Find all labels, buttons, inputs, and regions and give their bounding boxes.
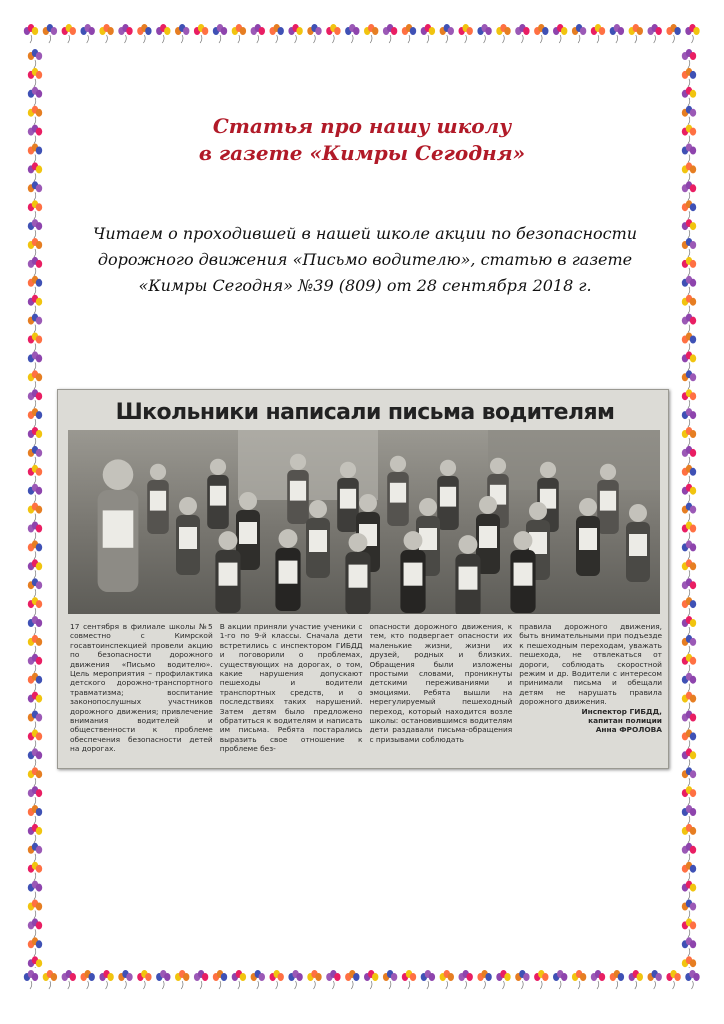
balloon-icon <box>682 333 696 352</box>
balloon-icon <box>28 786 42 805</box>
intro-line-3: «Кимры Сегодня» №39 (809) от 28 сентября 2018 г. <box>138 276 592 295</box>
person-figure <box>387 456 409 526</box>
person-figure <box>400 531 425 613</box>
balloon-icon <box>28 540 42 559</box>
balloon-icon <box>28 68 42 87</box>
person-figure <box>437 460 459 530</box>
balloon-icon <box>682 408 696 427</box>
person-figure <box>306 500 330 578</box>
balloon-icon <box>666 970 680 989</box>
balloon-icon <box>682 635 696 654</box>
balloon-icon <box>28 748 42 767</box>
balloon-icon <box>629 24 643 43</box>
balloon-icon <box>682 824 696 843</box>
balloon-icon <box>270 970 284 989</box>
balloon-icon <box>477 970 491 989</box>
balloon-icon <box>496 970 510 989</box>
balloon-icon <box>682 578 696 597</box>
page-title-line-1: Статья про нашу школу <box>212 114 512 138</box>
balloon-icon <box>28 219 42 238</box>
balloon-icon <box>682 540 696 559</box>
balloon-icon <box>682 918 696 937</box>
balloon-icon <box>383 970 397 989</box>
balloon-icon <box>682 351 696 370</box>
balloon-border-top <box>22 22 702 48</box>
balloon-icon <box>232 24 246 43</box>
balloon-icon <box>326 24 340 43</box>
balloon-icon <box>682 805 696 824</box>
balloon-icon <box>118 970 132 989</box>
person-figure <box>98 459 139 592</box>
balloon-icon <box>682 257 696 276</box>
balloon-icon <box>682 389 696 408</box>
balloon-icon <box>28 881 42 900</box>
balloon-icon <box>682 181 696 200</box>
balloon-icon <box>28 729 42 748</box>
balloon-icon <box>496 24 510 43</box>
person-figure <box>176 497 200 575</box>
balloon-icon <box>682 597 696 616</box>
balloon-icon <box>251 970 265 989</box>
article-column-3: опасности дорожного движения, к тем, кто подвергает опасности их маленькие жизни, жизни их друзей, родных и близких. Обращения были изложены простыми словами, проникнуты детскими переживаниями и эмоциями. Ребята вышли на нерегулируемый пешеходный переход, который находится возле школы: остановившимся водителям дети раздавали письма-обращения с призывами соблюдать <box>369 622 513 744</box>
signature-role: Инспектор ГИБДД, <box>581 706 662 716</box>
balloon-icon <box>666 24 680 43</box>
balloon-icon <box>232 970 246 989</box>
balloon-icon <box>28 956 42 968</box>
balloon-icon <box>137 970 151 989</box>
signature-name: Анна ФРОЛОВА <box>595 725 662 735</box>
person-figure <box>576 498 600 576</box>
balloon-icon <box>682 295 696 314</box>
balloon-icon <box>682 767 696 786</box>
balloon-icon <box>28 465 42 484</box>
balloon-icon <box>685 24 699 43</box>
balloon-icon <box>28 257 42 276</box>
balloon-icon <box>28 49 42 68</box>
balloon-icon <box>572 24 586 43</box>
balloon-icon <box>28 559 42 578</box>
balloon-icon <box>81 970 95 989</box>
balloon-icon <box>62 24 76 43</box>
balloon-icon <box>307 970 321 989</box>
balloon-icon <box>682 616 696 635</box>
balloon-icon <box>459 970 473 989</box>
balloon-icon <box>28 843 42 862</box>
balloon-icon <box>28 918 42 937</box>
balloon-icon <box>28 446 42 465</box>
intro-line-1: Читаем о проходившей в нашей школе акции по безопасности <box>92 224 638 243</box>
balloon-icon <box>682 786 696 805</box>
balloon-icon <box>28 578 42 597</box>
person-figure <box>455 535 480 614</box>
balloon-icon <box>99 24 113 43</box>
balloon-icon <box>682 503 696 522</box>
balloon-icon <box>99 970 113 989</box>
balloon-icon <box>682 748 696 767</box>
balloon-icon <box>591 24 605 43</box>
person-figure <box>215 531 240 613</box>
balloon-icon <box>28 673 42 692</box>
balloon-icon <box>213 24 227 43</box>
balloon-icon <box>28 805 42 824</box>
balloon-icon <box>62 970 76 989</box>
group-photo-image <box>68 430 660 614</box>
balloon-icon <box>682 956 696 968</box>
balloon-icon <box>648 24 662 43</box>
balloon-icon <box>682 729 696 748</box>
balloon-icon <box>28 87 42 106</box>
balloon-icon <box>682 843 696 862</box>
balloon-icon <box>326 970 340 989</box>
balloon-icon <box>213 970 227 989</box>
balloon-icon <box>43 970 57 989</box>
balloon-icon <box>421 970 435 989</box>
page-title-line-2: в газете «Кимры Сегодня» <box>198 141 526 165</box>
page-title <box>0 113 724 167</box>
person-figure <box>275 529 300 611</box>
balloon-icon <box>194 970 208 989</box>
balloon-icon <box>682 862 696 881</box>
balloon-icon <box>682 900 696 919</box>
balloon-icon <box>440 970 454 989</box>
balloon-icon <box>28 484 42 503</box>
balloon-icon <box>270 24 284 43</box>
person-figure <box>287 454 309 524</box>
balloon-icon <box>682 200 696 219</box>
balloon-icon <box>440 24 454 43</box>
balloon-icon <box>682 219 696 238</box>
balloon-icon <box>682 937 696 956</box>
balloon-icon <box>28 616 42 635</box>
person-figure <box>510 531 535 613</box>
balloon-icon <box>28 200 42 219</box>
intro-line-2: дорожного движения «Письмо водителю», статью в газете <box>97 250 633 269</box>
balloon-icon <box>682 522 696 541</box>
balloon-icon <box>288 24 302 43</box>
intro-paragraph <box>60 221 670 299</box>
balloon-icon <box>307 24 321 43</box>
balloon-icon <box>682 881 696 900</box>
person-figure <box>207 459 229 529</box>
balloon-icon <box>28 314 42 333</box>
balloon-icon <box>28 333 42 352</box>
balloon-icon <box>24 970 38 989</box>
balloon-icon <box>629 970 643 989</box>
balloon-icon <box>610 24 624 43</box>
balloon-icon <box>28 862 42 881</box>
balloon-icon <box>534 24 548 43</box>
balloon-icon <box>383 24 397 43</box>
balloon-icon <box>251 24 265 43</box>
balloon-icon <box>24 24 38 43</box>
balloon-icon <box>591 970 605 989</box>
balloon-icon <box>572 970 586 989</box>
balloon-icon <box>402 24 416 43</box>
balloon-icon <box>553 970 567 989</box>
balloon-icon <box>288 970 302 989</box>
group-photo <box>68 430 660 614</box>
balloon-icon <box>28 711 42 730</box>
balloon-icon <box>364 24 378 43</box>
balloon-icon <box>28 370 42 389</box>
balloon-icon <box>156 970 170 989</box>
article-columns <box>70 622 662 766</box>
balloon-icon <box>682 673 696 692</box>
balloon-icon <box>156 24 170 43</box>
balloon-icon <box>682 49 696 68</box>
balloon-icon <box>534 970 548 989</box>
balloon-icon <box>682 276 696 295</box>
balloon-icon <box>682 68 696 87</box>
balloon-icon <box>175 24 189 43</box>
balloon-icon <box>477 24 491 43</box>
balloon-icon <box>194 24 208 43</box>
balloon-icon <box>682 711 696 730</box>
balloon-icon <box>28 351 42 370</box>
article-column-1: 17 сентября в филиале школы №5 совместно с Кимрской госавтоинспекцией провели акцию по безопасности дорожного движения «Письмо водителю». Цель мероприятия – профилактика детского дорожно-транспортного травматизма; воспитание законопослушных участников дорожного движения; привлечение внимания водителей и общественности к проблеме обеспечения безопасности детей на дорогах. <box>70 622 213 754</box>
balloon-icon <box>28 824 42 843</box>
balloon-icon <box>118 24 132 43</box>
balloon-icon <box>345 970 359 989</box>
balloon-icon <box>682 465 696 484</box>
balloon-icon <box>515 970 529 989</box>
balloon-icon <box>28 900 42 919</box>
balloon-icon <box>421 24 435 43</box>
balloon-icon <box>28 427 42 446</box>
balloon-icon <box>682 427 696 446</box>
balloon-icon <box>43 24 57 43</box>
balloon-icon <box>28 635 42 654</box>
balloon-icon <box>553 24 567 43</box>
balloon-icon <box>345 24 359 43</box>
balloon-icon <box>28 276 42 295</box>
balloon-icon <box>28 937 42 956</box>
person-figure <box>597 464 619 534</box>
balloon-icon <box>610 970 624 989</box>
balloon-icon <box>364 970 378 989</box>
balloon-icon <box>682 87 696 106</box>
balloon-icon <box>682 238 696 257</box>
balloon-icon <box>28 692 42 711</box>
balloon-icon <box>685 970 699 989</box>
balloon-border-left <box>22 48 48 968</box>
balloon-icon <box>137 24 151 43</box>
balloon-icon <box>28 295 42 314</box>
person-figure <box>147 464 169 534</box>
balloon-icon <box>28 408 42 427</box>
balloon-icon <box>28 767 42 786</box>
person-figure <box>337 462 359 532</box>
balloon-icon <box>682 314 696 333</box>
balloon-icon <box>682 692 696 711</box>
balloon-icon <box>682 484 696 503</box>
balloon-icon <box>28 389 42 408</box>
balloon-border-right <box>676 48 702 968</box>
balloon-border-bottom <box>22 968 702 994</box>
balloon-icon <box>28 597 42 616</box>
clipping-headline: Школьники написали письма водителям <box>115 400 615 425</box>
balloon-icon <box>28 654 42 673</box>
signature-rank: капитан полиции <box>588 716 662 726</box>
balloon-icon <box>648 970 662 989</box>
balloon-icon <box>28 522 42 541</box>
balloon-icon <box>28 181 42 200</box>
balloon-icon <box>682 654 696 673</box>
balloon-icon <box>81 24 95 43</box>
article-signature <box>519 707 662 735</box>
article-column-4: правила дорожного движения, быть внимательными при подъезде к пешеходным переходам, уважать пешехода, не отвлекаться от дороги, соблюдать скоростной режим и др. Водители с интересом принимали письма и обещали детям не нарушать правила дорожного движения. Инспектор ГИБДД, капитан полиции Анна ФРОЛОВА <box>519 622 662 735</box>
balloon-icon <box>28 238 42 257</box>
balloon-icon <box>682 370 696 389</box>
balloon-icon <box>402 970 416 989</box>
balloon-icon <box>682 446 696 465</box>
newspaper-clipping <box>57 389 669 769</box>
person-figure <box>345 533 370 614</box>
article-column-2: В акции приняли участие ученики с 1-го по 9-й классы. Сначала дети встретились с инспектором ГИБДД и поговорили о проблемах, существующих на дорогах, о том, какие нарушения допускают пешеходы и водители транспортных средств, и о последствиях таких нарушений. Затем детям было предложено обратиться к водителям и написать им письма. Ребята постарались выразить свое отношение к проблеме без- <box>219 622 363 754</box>
balloon-icon <box>515 24 529 43</box>
balloon-icon <box>682 559 696 578</box>
balloon-icon <box>459 24 473 43</box>
person-figure <box>626 504 650 582</box>
balloon-icon <box>175 970 189 989</box>
balloon-icon <box>28 503 42 522</box>
